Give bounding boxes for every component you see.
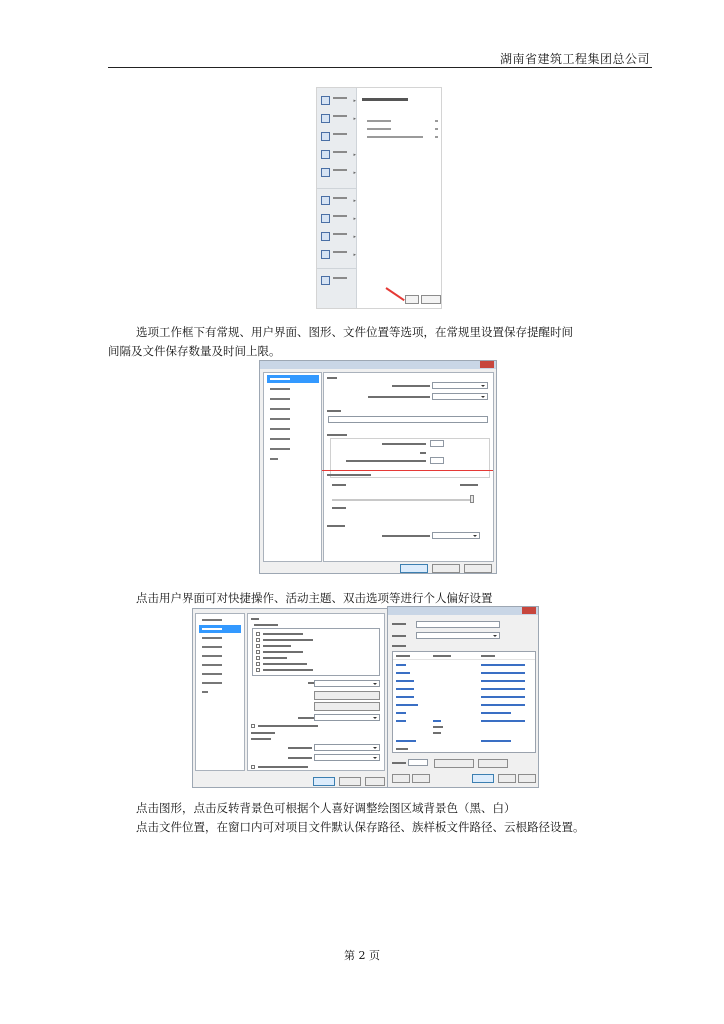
press-new-keys-field <box>408 759 428 766</box>
remove-button <box>478 759 508 768</box>
menu-item-suite: ▸ <box>321 196 353 210</box>
help-button <box>464 564 492 573</box>
options-user-interface-screenshot <box>192 608 388 788</box>
user-interface-panel <box>247 613 385 771</box>
options-nav <box>263 372 322 562</box>
ok-button <box>313 777 335 786</box>
ok-button <box>400 564 428 573</box>
menu-item-licensing: ▸ <box>321 250 353 264</box>
tools-combo <box>314 680 380 687</box>
dialog-close-icon <box>522 607 536 614</box>
help-button <box>365 777 385 786</box>
menu-item-print: ▸ <box>321 232 353 246</box>
new-icon <box>321 96 330 105</box>
nav-item-rendering <box>267 415 319 423</box>
dialog-titlebar <box>388 607 538 615</box>
shortcut-table <box>392 651 536 753</box>
cancel-button <box>498 774 516 783</box>
nav-item-viewcube <box>267 445 319 453</box>
save-as-icon <box>321 150 330 159</box>
menu-item-new: ▸ <box>321 96 353 110</box>
header-title: 湖南省建筑工程集团总公司 <box>499 52 650 66</box>
menu-item-save <box>321 132 353 146</box>
customize-button <box>314 691 380 700</box>
print-icon <box>321 232 330 241</box>
recent-document <box>367 120 391 122</box>
menu-item-publish: ▸ <box>321 214 353 228</box>
menu-item-open: ▸ <box>321 114 353 128</box>
interval-slider <box>332 499 472 501</box>
filter-combo <box>416 632 500 639</box>
assign-button <box>434 759 474 768</box>
page-number: 第 2 页 <box>344 949 380 962</box>
cancel-button <box>339 777 361 786</box>
recent-documents-title <box>362 98 408 101</box>
nav-item-file-locations <box>267 405 319 413</box>
render-combo <box>314 754 380 761</box>
discipline-combo <box>432 532 480 539</box>
recent-document <box>367 136 423 138</box>
options-general-screenshot <box>259 360 497 574</box>
exit-revit-button <box>421 295 441 304</box>
nav-item-user-interface <box>267 385 319 393</box>
slider-thumb <box>470 495 474 503</box>
active-theme-combo <box>314 744 380 751</box>
menu-item-export: ▸ <box>321 168 353 182</box>
dialog-titlebar <box>260 361 496 369</box>
theme-combo <box>314 714 380 721</box>
paragraph-file-locations: 点击文件位置，在窗口内可对项目文件默认保存路径、族样板文件路径、云根路径设置。 <box>136 820 585 834</box>
nav-item-graphics <box>267 395 319 403</box>
save-icon <box>321 132 330 141</box>
journal-count-spin <box>430 440 444 447</box>
ok-button <box>472 774 494 783</box>
journal-days-spin <box>430 457 444 464</box>
close-icon <box>321 276 330 285</box>
file-menu-screenshot <box>316 87 442 309</box>
options-nav <box>195 613 245 771</box>
paragraph-options-intro: 选项工作框下有常规、用户界面、图形、文件位置等选项，在常规里设置保存提醒时间 <box>136 325 573 339</box>
cancel-button <box>432 564 460 573</box>
import-button <box>392 774 410 783</box>
export-button <box>412 774 430 783</box>
file-menu-sidebar <box>317 88 357 308</box>
recent-document <box>367 128 391 130</box>
username-field <box>328 416 488 423</box>
nav-item-steeringwheels <box>267 435 319 443</box>
customize-double-click-button <box>314 702 380 711</box>
open-icon <box>321 114 330 123</box>
options-button <box>405 295 419 304</box>
page-header <box>108 46 652 68</box>
dialog-close-icon <box>480 361 494 368</box>
tabs-list <box>252 628 380 676</box>
help-button <box>518 774 536 783</box>
keyboard-shortcuts-screenshot <box>387 606 539 788</box>
nav-item-check-spelling <box>267 425 319 433</box>
highlight-line <box>322 470 493 471</box>
nav-item-macros <box>267 455 319 463</box>
save-reminder-combo <box>432 382 488 389</box>
paragraph-user-interface: 点击用户界面可对快捷操作、活动主题、双击选项等进行个人偏好设置 <box>136 591 493 605</box>
shortcut-search-field <box>416 621 500 628</box>
sync-reminder-combo <box>432 393 488 400</box>
paragraph-graphics: 点击图形，点击反转背景色可根据个人喜好调整绘图区域背景色（黑、白） <box>136 801 516 815</box>
nav-item-general <box>267 375 319 383</box>
paragraph-options-intro-cont: 间隔及文件保存数量及时间上限。 <box>108 344 281 358</box>
menu-item-save-as: ▸ <box>321 150 353 164</box>
export-icon <box>321 168 330 177</box>
menu-item-close <box>321 276 353 290</box>
nav-item-user-interface <box>199 625 241 633</box>
options-general-panel <box>323 372 494 562</box>
